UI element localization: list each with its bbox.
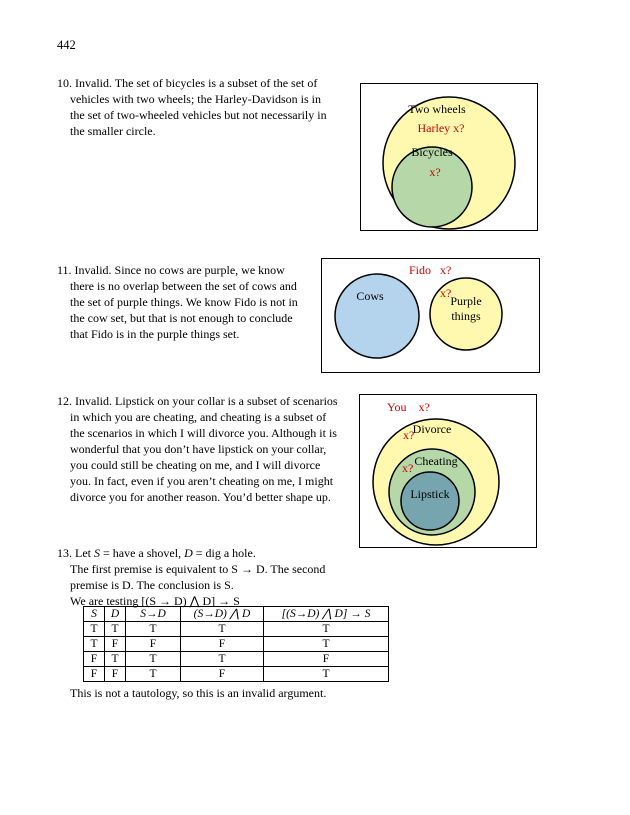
cows-circle (335, 274, 419, 358)
cheating-x-label: x? (402, 461, 414, 475)
text-line: the cow set, but that is not enough to conclude (70, 311, 293, 325)
text-line: wonderful that you don’t have lipstick on your collar, (70, 442, 327, 456)
text-line: you. In fact, even if you aren’t cheating on me, I might (70, 474, 334, 488)
table-cell: T (126, 667, 181, 682)
truth-table (83, 606, 389, 682)
table-cell: T (105, 622, 126, 637)
def-d: = dig a hole. (192, 546, 256, 560)
table-cell: F (105, 667, 126, 682)
table-cell: T (84, 637, 105, 652)
text-line: the smaller circle. (70, 124, 156, 138)
divorce-label: Divorce (412, 422, 452, 436)
bicycles-circle (392, 147, 472, 227)
var-d: D (184, 546, 193, 560)
text-line: the set of two-wheeled vehicles but not necessarily in (70, 108, 327, 122)
text-line: The first premise is equivalent to S → D. The second (70, 562, 326, 576)
table-cell: T (181, 652, 264, 667)
purple-label-line1: Purple (450, 294, 482, 308)
text-line: that Fido is in the purple things set. (70, 327, 240, 341)
problem-10-text (57, 75, 347, 139)
table-cell: T (105, 652, 126, 667)
table-cell: T (84, 622, 105, 637)
text-line: 10. Invalid. The set of bicycles is a subset of the set of (57, 76, 318, 90)
column-header: [(S→D) ⋀ D] → S (264, 607, 389, 622)
table-cell: F (105, 637, 126, 652)
table-cell: F (181, 667, 264, 682)
venn-diagram-11 (321, 258, 540, 373)
text-line: vehicles with two wheels; the Harley-Davidson is in (70, 92, 321, 106)
table-cell: F (84, 667, 105, 682)
table-cell: T (264, 667, 389, 682)
table-cell: T (126, 652, 181, 667)
text-line: the set of purple things. We know Fido is not in (70, 295, 298, 309)
venn-diagram-10 (360, 83, 538, 231)
table-cell: F (84, 652, 105, 667)
table-cell: T (126, 622, 181, 637)
column-header: D (105, 607, 126, 622)
two-wheels-label: Two wheels (408, 102, 466, 116)
problem-12-text (57, 393, 347, 505)
column-header: S (84, 607, 105, 622)
page-number: 442 (57, 38, 76, 52)
table-row (84, 637, 389, 652)
column-header: S→D (126, 607, 181, 622)
purple-x-label: x? (440, 286, 452, 300)
cows-label: Cows (356, 289, 384, 303)
table-row (84, 652, 389, 667)
text-line: the scenarios in which I will divorce you. Although it is (70, 426, 337, 440)
lipstick-label: Lipstick (410, 487, 450, 501)
text-line: you could still be cheating on me, and I will divorce (70, 458, 321, 472)
table-cell: F (126, 637, 181, 652)
var-s: S (94, 546, 100, 560)
venn-diagram-12 (359, 394, 537, 548)
conclusion-text: This is not a tautology, so this is an invalid argument. (70, 686, 327, 700)
text-line: We are testing [(S → D) ⋀ D] → S (70, 594, 240, 608)
text-line: in which you are cheating, and cheating is a subset of (70, 410, 327, 424)
text-line: there is no overlap between the set of cows and (70, 279, 297, 293)
cheating-label: Cheating (414, 454, 458, 468)
text-line: 12. Invalid. Lipstick on your collar is a subset of scenarios (57, 394, 338, 408)
fido-label: Fido x? (409, 263, 452, 277)
text-line: 11. Invalid. Since no cows are purple, we know (57, 263, 285, 277)
harley-label: Harley x? (417, 121, 465, 135)
problem-13-number: 13. Let (57, 546, 94, 560)
divorce-x-label: x? (403, 428, 415, 442)
table-cell: T (264, 622, 389, 637)
table-cell: F (264, 652, 389, 667)
table-cell: T (181, 622, 264, 637)
purple-label-line2: things (451, 309, 481, 323)
table-header-row (84, 607, 389, 622)
you-label: You x? (387, 400, 430, 414)
table-row (84, 667, 389, 682)
lipstick-circle (401, 472, 459, 530)
bicycles-x-label: x? (429, 165, 441, 179)
text-line (57, 545, 377, 561)
problem-13-text (57, 545, 377, 609)
column-header: (S→D) ⋀ D (181, 607, 264, 622)
table-row (84, 622, 389, 637)
def-s: = have a shovel, (100, 546, 185, 560)
table-cell: F (181, 637, 264, 652)
table-cell: T (264, 637, 389, 652)
bicycles-label: Bicycles (411, 145, 453, 159)
text-line: divorce you for another reason. You’d better shape up. (70, 490, 331, 504)
text-line: premise is D. The conclusion is S. (70, 578, 234, 592)
problem-11-text (57, 262, 347, 342)
